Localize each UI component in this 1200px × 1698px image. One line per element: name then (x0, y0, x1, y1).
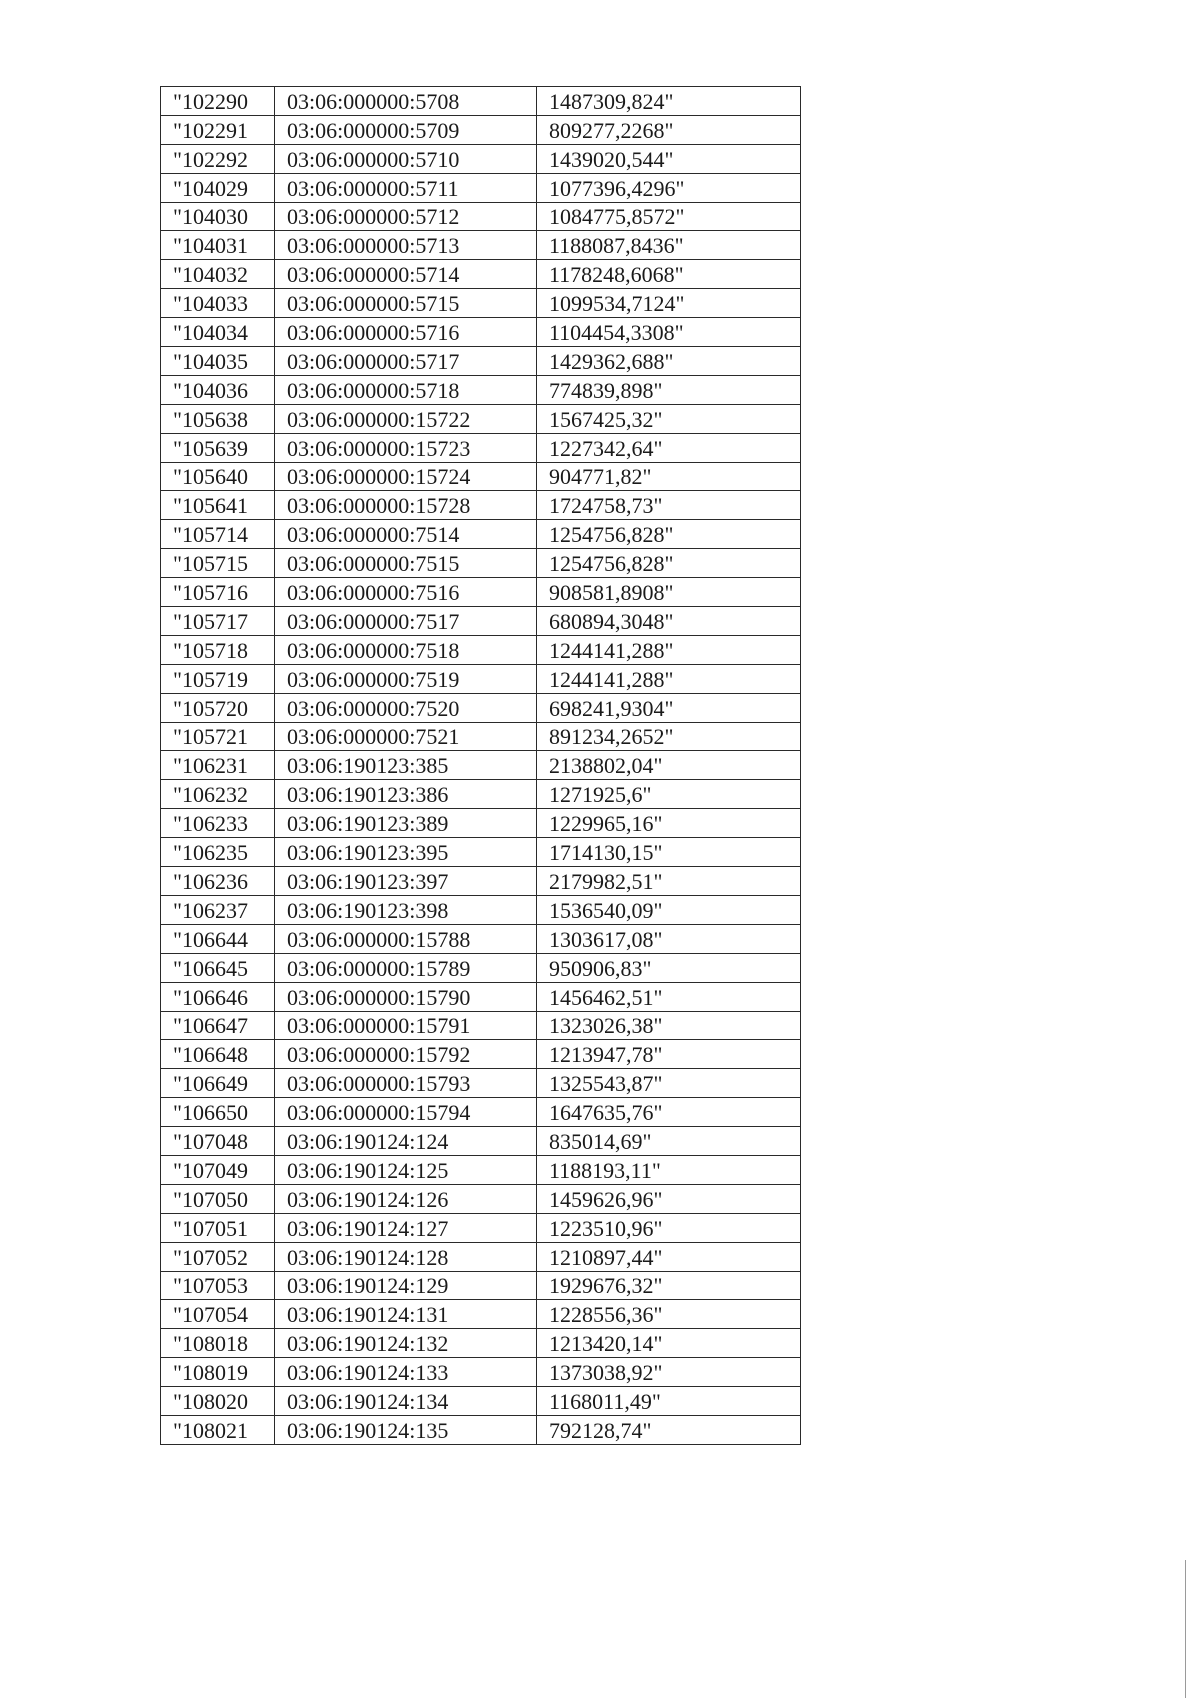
table-row (161, 1040, 801, 1069)
cadastral-number-cell: 03:06:000000:7521 (275, 722, 537, 751)
value-cell: 1714130,15" (537, 838, 801, 867)
cadastral-number-cell: 03:06:000000:15722 (275, 404, 537, 433)
table-row (161, 607, 801, 636)
value-cell: 1567425,32" (537, 404, 801, 433)
cadastral-number-cell: 03:06:000000:5708 (275, 87, 537, 116)
cadastral-number-cell: 03:06:190123:385 (275, 751, 537, 780)
value-cell: 1325543,87" (537, 1069, 801, 1098)
cadastral-number-cell: 03:06:190124:135 (275, 1415, 537, 1444)
row-number-cell: "107049 (161, 1155, 275, 1184)
cadastral-number-cell: 03:06:000000:15728 (275, 491, 537, 520)
row-number-cell: "107054 (161, 1300, 275, 1329)
value-cell: 1223510,96" (537, 1213, 801, 1242)
value-cell: 835014,69" (537, 1127, 801, 1156)
value-cell: 1459626,96" (537, 1184, 801, 1213)
cadastral-number-cell: 03:06:000000:15724 (275, 462, 537, 491)
table-row (161, 404, 801, 433)
row-number-cell: "107048 (161, 1127, 275, 1156)
row-number-cell: "106649 (161, 1069, 275, 1098)
table-row (161, 202, 801, 231)
value-cell: 1213420,14" (537, 1329, 801, 1358)
cadastral-number-cell: 03:06:000000:15790 (275, 982, 537, 1011)
cadastral-number-cell: 03:06:190123:389 (275, 809, 537, 838)
table-row (161, 231, 801, 260)
value-cell: 809277,2268" (537, 115, 801, 144)
table-row (161, 1213, 801, 1242)
value-cell: 1373038,92" (537, 1358, 801, 1387)
value-cell: 1188193,11" (537, 1155, 801, 1184)
cadastral-number-cell: 03:06:000000:15723 (275, 433, 537, 462)
row-number-cell: "105720 (161, 693, 275, 722)
row-number-cell: "108021 (161, 1415, 275, 1444)
value-cell: 1229965,16" (537, 809, 801, 838)
row-number-cell: "106645 (161, 953, 275, 982)
cadastral-number-cell: 03:06:000000:5710 (275, 144, 537, 173)
row-number-cell: "105638 (161, 404, 275, 433)
row-number-cell: "104033 (161, 289, 275, 318)
table-row (161, 1127, 801, 1156)
value-cell: 2179982,51" (537, 867, 801, 896)
cadastral-number-cell: 03:06:000000:7519 (275, 664, 537, 693)
value-cell: 774839,898" (537, 375, 801, 404)
value-cell: 1178248,6068" (537, 260, 801, 289)
row-number-cell: "107051 (161, 1213, 275, 1242)
row-number-cell: "105718 (161, 635, 275, 664)
value-cell: 1929676,32" (537, 1271, 801, 1300)
row-number-cell: "107050 (161, 1184, 275, 1213)
row-number-cell: "102290 (161, 87, 275, 116)
row-number-cell: "104035 (161, 347, 275, 376)
table-row (161, 173, 801, 202)
table-row (161, 87, 801, 116)
cadastral-number-cell: 03:06:000000:15788 (275, 924, 537, 953)
row-number-cell: "107053 (161, 1271, 275, 1300)
cadastral-number-cell: 03:06:190123:398 (275, 895, 537, 924)
value-cell: 1303617,08" (537, 924, 801, 953)
table-row (161, 809, 801, 838)
row-number-cell: "106232 (161, 780, 275, 809)
cadastral-number-cell: 03:06:000000:15792 (275, 1040, 537, 1069)
cadastral-number-cell: 03:06:000000:7518 (275, 635, 537, 664)
cadastral-number-cell: 03:06:000000:15793 (275, 1069, 537, 1098)
table-row (161, 1300, 801, 1329)
row-number-cell: "104030 (161, 202, 275, 231)
row-number-cell: "106235 (161, 838, 275, 867)
table-row (161, 1069, 801, 1098)
row-number-cell: "104032 (161, 260, 275, 289)
value-cell: 1323026,38" (537, 1011, 801, 1040)
table-row (161, 838, 801, 867)
cadastral-number-cell: 03:06:190124:129 (275, 1271, 537, 1300)
table-row (161, 895, 801, 924)
cadastral-number-cell: 03:06:000000:5712 (275, 202, 537, 231)
value-cell: 908581,8908" (537, 578, 801, 607)
row-number-cell: "105640 (161, 462, 275, 491)
cadastral-number-cell: 03:06:000000:5718 (275, 375, 537, 404)
row-number-cell: "106231 (161, 751, 275, 780)
table-row (161, 578, 801, 607)
table-row (161, 693, 801, 722)
table-row (161, 1011, 801, 1040)
value-cell: 1077396,4296" (537, 173, 801, 202)
row-number-cell: "105715 (161, 549, 275, 578)
table-row (161, 664, 801, 693)
value-cell: 1487309,824" (537, 87, 801, 116)
row-number-cell: "104029 (161, 173, 275, 202)
row-number-cell: "102292 (161, 144, 275, 173)
table-row (161, 347, 801, 376)
cadastral-number-cell: 03:06:190124:125 (275, 1155, 537, 1184)
table-row (161, 924, 801, 953)
cadastral-number-cell: 03:06:190124:126 (275, 1184, 537, 1213)
table-body (161, 87, 801, 1445)
value-cell: 1104454,3308" (537, 318, 801, 347)
value-cell: 1536540,09" (537, 895, 801, 924)
row-number-cell: "104034 (161, 318, 275, 347)
row-number-cell: "106233 (161, 809, 275, 838)
table-row (161, 1098, 801, 1127)
cadastral-number-cell: 03:06:190124:133 (275, 1358, 537, 1387)
value-cell: 698241,9304" (537, 693, 801, 722)
row-number-cell: "107052 (161, 1242, 275, 1271)
table-row (161, 722, 801, 751)
row-number-cell: "105639 (161, 433, 275, 462)
table-row (161, 1358, 801, 1387)
table-row (161, 953, 801, 982)
row-number-cell: "105716 (161, 578, 275, 607)
value-cell: 1429362,688" (537, 347, 801, 376)
row-number-cell: "108019 (161, 1358, 275, 1387)
table-row (161, 1387, 801, 1416)
value-cell: 680894,3048" (537, 607, 801, 636)
row-number-cell: "106647 (161, 1011, 275, 1040)
table-row (161, 867, 801, 896)
table-row (161, 635, 801, 664)
value-cell: 1724758,73" (537, 491, 801, 520)
cadastral-number-cell: 03:06:000000:7520 (275, 693, 537, 722)
cadastral-number-cell: 03:06:000000:15791 (275, 1011, 537, 1040)
cadastral-number-cell: 03:06:190123:386 (275, 780, 537, 809)
table-row (161, 1415, 801, 1444)
cadastral-number-cell: 03:06:190124:131 (275, 1300, 537, 1329)
cadastral-number-cell: 03:06:190124:127 (275, 1213, 537, 1242)
cadastral-number-cell: 03:06:190124:132 (275, 1329, 537, 1358)
cadastral-number-cell: 03:06:190124:134 (275, 1387, 537, 1416)
cadastral-number-cell: 03:06:190123:395 (275, 838, 537, 867)
row-number-cell: "106237 (161, 895, 275, 924)
cadastral-value-table (160, 86, 801, 1445)
value-cell: 950906,83" (537, 953, 801, 982)
row-number-cell: "105721 (161, 722, 275, 751)
row-number-cell: "106648 (161, 1040, 275, 1069)
value-cell: 891234,2652" (537, 722, 801, 751)
value-cell: 1647635,76" (537, 1098, 801, 1127)
value-cell: 904771,82" (537, 462, 801, 491)
scan-edge-line (1185, 1560, 1186, 1698)
value-cell: 1456462,51" (537, 982, 801, 1011)
row-number-cell: "106650 (161, 1098, 275, 1127)
cadastral-number-cell: 03:06:000000:5715 (275, 289, 537, 318)
cadastral-number-cell: 03:06:000000:5711 (275, 173, 537, 202)
row-number-cell: "102291 (161, 115, 275, 144)
value-cell: 1168011,49" (537, 1387, 801, 1416)
value-cell: 1439020,544" (537, 144, 801, 173)
cadastral-number-cell: 03:06:000000:15789 (275, 953, 537, 982)
value-cell: 1254756,828" (537, 549, 801, 578)
value-cell: 1210897,44" (537, 1242, 801, 1271)
row-number-cell: "105717 (161, 607, 275, 636)
value-cell: 1244141,288" (537, 635, 801, 664)
row-number-cell: "104031 (161, 231, 275, 260)
row-number-cell: "106236 (161, 867, 275, 896)
value-cell: 1213947,78" (537, 1040, 801, 1069)
row-number-cell: "108018 (161, 1329, 275, 1358)
table-row (161, 751, 801, 780)
cadastral-number-cell: 03:06:000000:7515 (275, 549, 537, 578)
table-row (161, 289, 801, 318)
cadastral-number-cell: 03:06:000000:15794 (275, 1098, 537, 1127)
table-row (161, 433, 801, 462)
table-row (161, 549, 801, 578)
cadastral-number-cell: 03:06:000000:7514 (275, 520, 537, 549)
value-cell: 792128,74" (537, 1415, 801, 1444)
table-row (161, 520, 801, 549)
cadastral-number-cell: 03:06:190123:397 (275, 867, 537, 896)
value-cell: 1228556,36" (537, 1300, 801, 1329)
value-cell: 1227342,64" (537, 433, 801, 462)
table-row (161, 780, 801, 809)
cadastral-number-cell: 03:06:000000:7516 (275, 578, 537, 607)
table-row (161, 1329, 801, 1358)
cadastral-number-cell: 03:06:000000:5717 (275, 347, 537, 376)
cadastral-number-cell: 03:06:000000:7517 (275, 607, 537, 636)
table-row (161, 115, 801, 144)
cadastral-number-cell: 03:06:190124:128 (275, 1242, 537, 1271)
table-row (161, 462, 801, 491)
value-cell: 1244141,288" (537, 664, 801, 693)
row-number-cell: "105719 (161, 664, 275, 693)
row-number-cell: "104036 (161, 375, 275, 404)
row-number-cell: "105641 (161, 491, 275, 520)
table-row (161, 1155, 801, 1184)
cadastral-number-cell: 03:06:000000:5713 (275, 231, 537, 260)
row-number-cell: "106644 (161, 924, 275, 953)
table-row (161, 982, 801, 1011)
row-number-cell: "108020 (161, 1387, 275, 1416)
table-row (161, 144, 801, 173)
value-cell: 1254756,828" (537, 520, 801, 549)
table-row (161, 318, 801, 347)
table-row (161, 260, 801, 289)
row-number-cell: "105714 (161, 520, 275, 549)
value-cell: 1188087,8436" (537, 231, 801, 260)
table-row (161, 491, 801, 520)
cadastral-number-cell: 03:06:000000:5709 (275, 115, 537, 144)
table-row (161, 1184, 801, 1213)
cadastral-number-cell: 03:06:000000:5716 (275, 318, 537, 347)
table-row (161, 1271, 801, 1300)
value-cell: 1084775,8572" (537, 202, 801, 231)
row-number-cell: "106646 (161, 982, 275, 1011)
value-cell: 1271925,6" (537, 780, 801, 809)
cadastral-number-cell: 03:06:000000:5714 (275, 260, 537, 289)
value-cell: 1099534,7124" (537, 289, 801, 318)
table-row (161, 1242, 801, 1271)
table-row (161, 375, 801, 404)
cadastral-number-cell: 03:06:190124:124 (275, 1127, 537, 1156)
value-cell: 2138802,04" (537, 751, 801, 780)
